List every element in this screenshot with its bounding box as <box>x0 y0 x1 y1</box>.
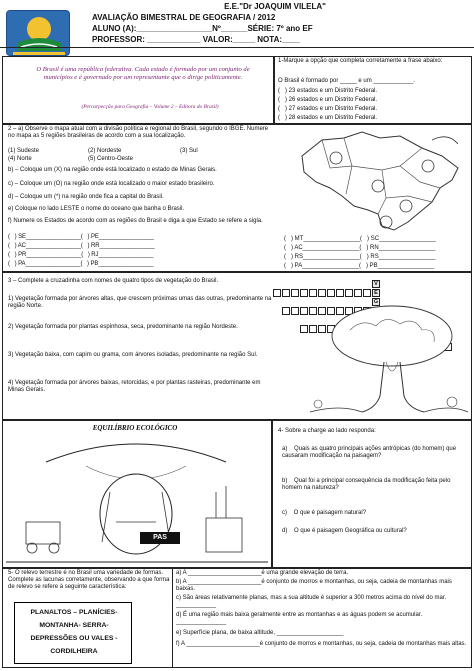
header-divider <box>0 47 474 48</box>
q3-prompt: 3 – Complete a cruzadinha com nomes de quatro tipos de vegetação do Brasil. <box>8 278 219 284</box>
q4-prompt: 4- Sobre a charge ao lado responda: <box>278 428 376 434</box>
crossword-answer-cell[interactable] <box>309 289 317 297</box>
crossword-answer-cell[interactable] <box>291 307 299 315</box>
q1-option[interactable]: ( ) 26 estados e um Distrito Federal. <box>278 97 378 103</box>
q1-sentence: O Brasil é formado por _____ e um ____________. <box>278 78 416 84</box>
q2-state-row-right[interactable]: ( ) AC_________________( ) RN_________________ <box>284 245 436 251</box>
crossword-answer-cell[interactable] <box>336 289 344 297</box>
q1-option[interactable]: ( ) 28 estados e um Distrito Federal. <box>278 115 378 121</box>
crossword-answer-cell[interactable] <box>327 289 335 297</box>
relief-words-box <box>14 602 132 664</box>
q5-item[interactable]: d) É uma região mais baixa geralmente entre as montanhas e as águas podem se acumular. _______________ <box>176 612 424 626</box>
logo-emblem-icon <box>7 11 70 56</box>
q4-item: a) Quais as quatro principais ações antrópicas (do homem) que causaram modificação na paisagem? <box>282 446 458 460</box>
q2-state-row-right[interactable]: ( ) PA_________________( ) PB_________________ <box>284 263 435 269</box>
q2-state-row-right[interactable]: ( ) RS_________________( ) RS_________________ <box>284 254 436 260</box>
q4-frame <box>272 420 472 568</box>
crossword-answer-cell[interactable] <box>282 289 290 297</box>
q2-state-row[interactable]: ( ) PR_________________( ) RJ_________________ <box>8 252 154 258</box>
quote-text: O Brasil é uma república federativa. Cada estado é formado por um conjunto de municípios e é governado por um representante que o dirige politicamente. <box>36 66 250 81</box>
teacher-line: PROFESSOR: ____________ VALOR:_____ NOTA:____ <box>92 35 300 44</box>
exam-title: AVALIAÇÃO BIMESTRAL DE GEOGRAFIA / 2012 <box>92 13 276 22</box>
q5-prompt: 5- O relevo terrestre é no Brasil uma variedade de formas. Complete as lacunas corretamente, observando a que forma de relevo se refere à seguinte característica: <box>8 570 172 591</box>
q5-divider <box>172 568 173 668</box>
q1-prompt: 1-Marque a opção que completa corretamente a frase abaixo: <box>278 58 443 64</box>
crossword-letter-cell: V <box>372 280 380 288</box>
cartoon-illustration <box>6 422 268 566</box>
q2-state-row[interactable]: ( ) PA_________________( ) PB_________________ <box>8 261 154 267</box>
crossword-answer-cell[interactable] <box>300 289 308 297</box>
crossword-letter-cell: E <box>372 289 380 297</box>
q2-item-e: e) Coloque no lado LESTE o nome do oceano que banha o Brasil. <box>8 206 185 212</box>
q3-item: 4) Vegetação formada por árvores baixas, retorcidas, e por plantas rasteiras, predominante em Minas Gerais. <box>8 380 263 394</box>
q5-item[interactable]: c) São áreas relativamente planas, mas a sua altitude é superior a 300 metros acima do nível do mar. ____________ <box>176 595 448 609</box>
q2-item-d: d) – Coloque um (*) na região onde fica a capital do Brasil. <box>8 194 164 200</box>
student-line: ALUNO (A):_________________Nº______SÉRIE: 7º ano EF <box>92 24 313 33</box>
q5-item[interactable]: f) A ______________________é conjunto de morros e montanhas, ou seja, cadeia de montanhas mais altas. <box>176 641 467 647</box>
relief-word: PLANALTOS – PLANÍCIES- <box>30 609 118 616</box>
q2-region: (2) Nordeste <box>88 148 122 154</box>
q2-item-b: b) – Coloque um (X) na região onde está localizado o estado de Minas Gerais. <box>8 167 217 173</box>
q4-item: b) Qual foi a principal consequência da modificação feita pelo homem na natureza? <box>282 478 453 492</box>
q2-item-f: f) Numere os Estados de acordo com as regiões do Brasil e diga a que Estado se refere a sigla. <box>8 218 263 224</box>
q2-prompt: 2 – a) Observe o mapa atual com a divisão política e regional do Brasil, segundo o IBGE. Numere no mapa as 5 regiões brasileiras de acordo com a sua localização. <box>8 126 270 140</box>
tree-illustration <box>300 300 470 418</box>
crossword-answer-cell[interactable] <box>291 289 299 297</box>
q2-region: (4) Norte <box>8 156 32 162</box>
q4-item: d) O que é paisagem Geográfica ou cultural? <box>282 528 407 534</box>
quote-source: (Percurpecção para Geografia – Volume 2 – Editora do Brasil) <box>81 104 219 110</box>
brazil-map <box>282 126 468 234</box>
q2-region: (1) Sudeste <box>8 148 40 154</box>
q5-item[interactable]: b) A ______________________é conjunto de morros e montanhas, ou seja, cadeia de montanhas mais baixas. <box>176 579 454 593</box>
q3-item: 3) Vegetação baixa, com capim ou grama, com árvores isoladas, predominante na região Sul. <box>8 352 258 358</box>
q3-item: 2) Vegetação formada por plantas espinhosa, seca, predominante na região Nordeste. <box>8 324 238 330</box>
crossword-answer-cell[interactable] <box>318 289 326 297</box>
q2-region: (3) Sul <box>180 148 198 154</box>
cartoon-title: EQUILÍBRIO ECOLÓGICO <box>92 424 178 432</box>
relief-word: MONTANHA- SERRA- <box>39 622 109 629</box>
q5-item[interactable]: e) Superfície plana, de baixa altitude, ____________________ <box>176 630 344 636</box>
crossword-answer-cell[interactable] <box>363 289 371 297</box>
q1-option[interactable]: ( ) 27 estados e um Distrito Federal. <box>278 106 378 112</box>
q1-option[interactable]: ( ) 23 estados e um Distrito Federal. <box>278 88 378 94</box>
crossword-answer-cell[interactable] <box>354 289 362 297</box>
crossword-answer-cell[interactable] <box>345 289 353 297</box>
q3-item: 1) Vegetação formada por árvores altas, que crescem próximas umas das outras, predominante na região Norte. <box>8 296 274 310</box>
q2-item-c: c) – Coloque um (O) na região onde está localizado o maior estado brasileiro. <box>8 181 215 187</box>
crossword-answer-cell[interactable] <box>282 307 290 315</box>
q2-state-row[interactable]: ( ) AC_________________( ) RR_________________ <box>8 243 155 249</box>
q5-item[interactable]: a) A ______________________é uma grande elevação de terra. <box>176 570 349 576</box>
q2-region: (5) Centro-Oeste <box>88 156 134 162</box>
school-name: E.E."Dr JOAQUIM VILELA" <box>224 2 326 11</box>
cartoon-sign: PAS <box>140 532 180 544</box>
school-logo <box>6 10 70 56</box>
q4-item: c) O que é paisagem natural? <box>282 510 367 516</box>
q2-state-row[interactable]: ( ) SE_________________( ) PE_________________ <box>8 234 154 240</box>
q2-state-row-right[interactable]: ( ) MT_________________( ) SC_________________ <box>284 236 436 242</box>
relief-word: CORDILHEIRA <box>50 648 98 655</box>
crossword-answer-cell[interactable] <box>273 289 281 297</box>
relief-word: DEPRESSÕES OU VALES - <box>30 635 118 642</box>
crossword-letter-cell: G <box>373 299 379 305</box>
